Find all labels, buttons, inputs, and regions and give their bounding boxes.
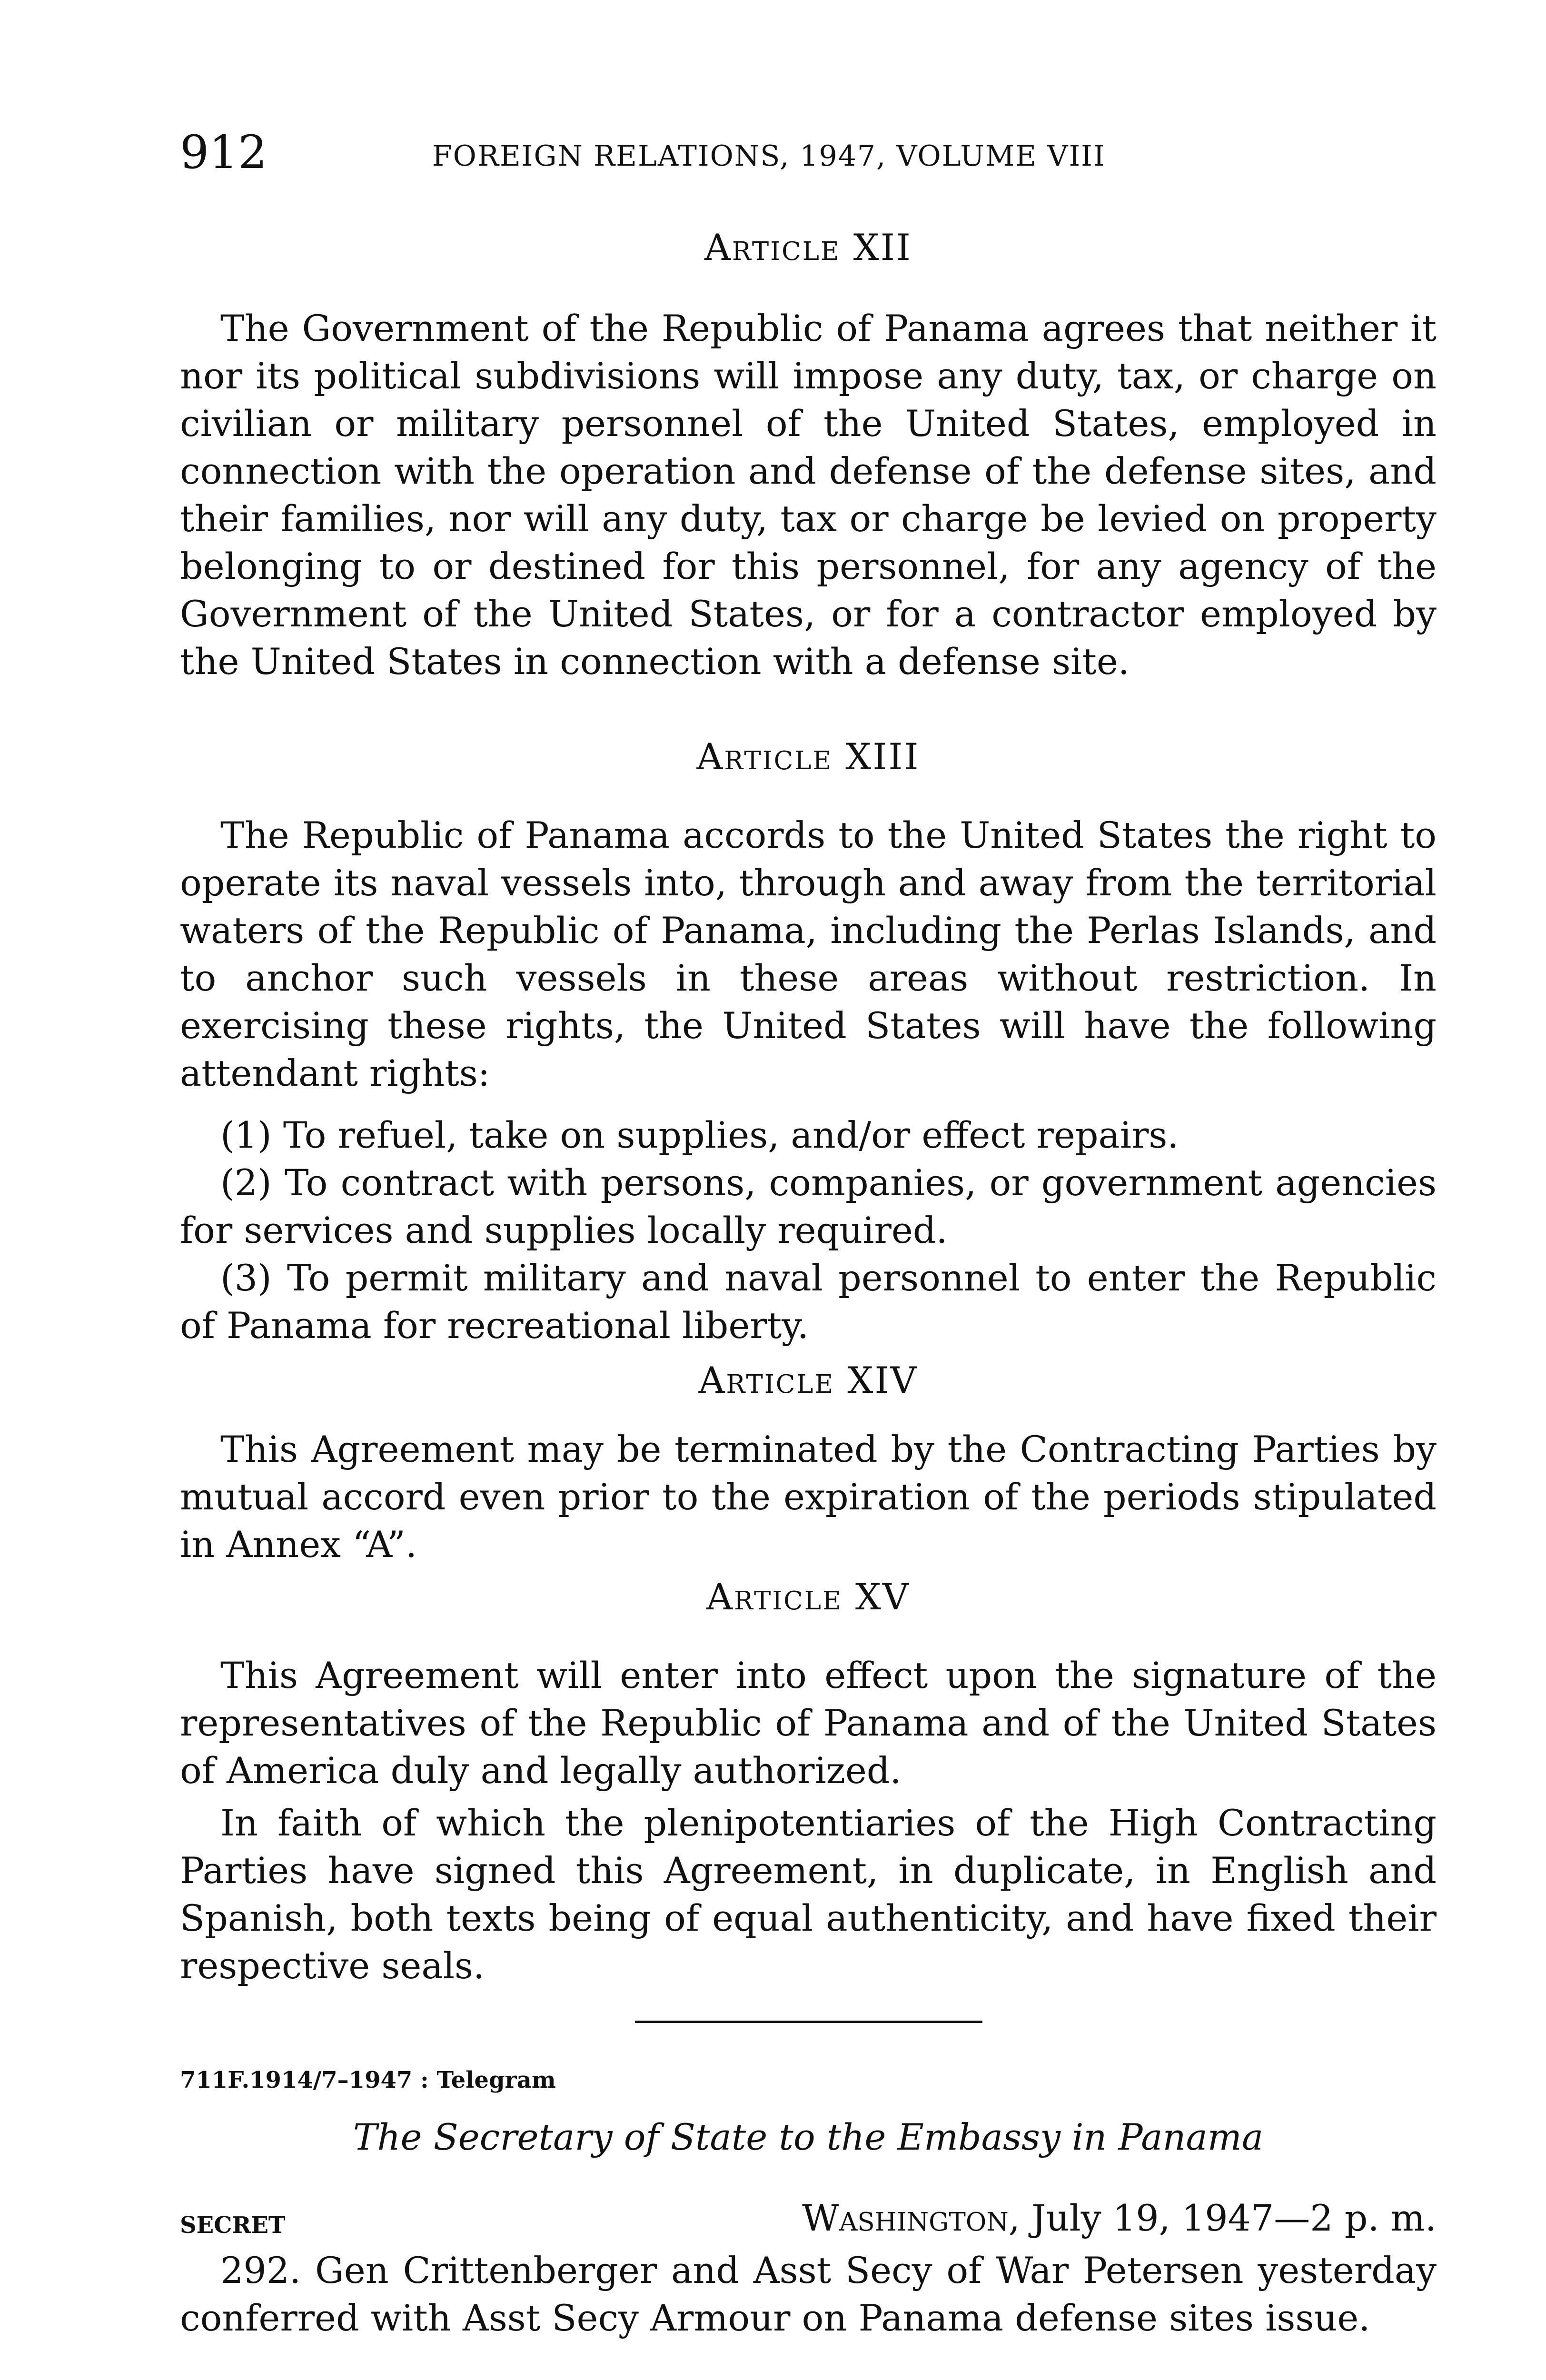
telegram-paragraph: 292. Gen Crittenberger and Asst Secy of War Petersen yesterday conferred with Asst Secy Armour on Panama defense sites issue. bbox=[180, 2249, 1437, 2339]
file-reference: 711F.1914/7–1947 : Telegram bbox=[180, 2067, 556, 2093]
dateline bbox=[802, 2194, 1437, 2242]
article-xiii-heading bbox=[180, 733, 1437, 781]
article-heading-numeral: XIV bbox=[847, 1359, 918, 1401]
article-heading-word: Article bbox=[704, 226, 841, 268]
classification-label: SECRET bbox=[180, 2212, 286, 2239]
article-heading-numeral: XII bbox=[853, 226, 912, 268]
article-xv-heading bbox=[180, 1573, 1437, 1621]
running-head bbox=[180, 121, 1437, 183]
article-xiii-item-2: (2) To contract with persons, companies, or government agencies for services and supplies locally required. bbox=[180, 1161, 1437, 1251]
article-xii-body bbox=[180, 305, 1437, 685]
article-heading-numeral: XIII bbox=[845, 735, 920, 778]
article-xv-paragraph-1: This Agreement will enter into effect upon the signature of the representatives of the Republic of Panama and of the United States of America duly and legally authorized. bbox=[180, 1654, 1437, 1792]
article-xiii-body bbox=[180, 812, 1437, 1349]
dateline-date: July 19, 1947—2 p. m. bbox=[1031, 2197, 1437, 2239]
page-number: 912 bbox=[180, 126, 268, 179]
article-xiv-heading bbox=[180, 1357, 1437, 1404]
dateline-place: Washington, bbox=[802, 2197, 1020, 2239]
article-xiii-paragraph: The Republic of Panama accords to the United States the right to operate its naval vessels into, through and away from the territorial waters of the Republic of Panama, including the Perlas Islands, and to anchor such vessels in these areas without restriction. In exercising these rights, the United States will have the following attendant rights: bbox=[180, 814, 1437, 1094]
article-heading-word: Article bbox=[698, 1359, 835, 1401]
section-divider bbox=[635, 2021, 982, 2023]
article-xv-paragraph-2: In faith of which the plenipotentiaries of the High Contracting Parties have signed this Agreement, in duplicate, in English and Spanish, both texts being of equal authenticity, and have fixed their respective seals. bbox=[180, 1802, 1437, 1987]
article-heading-word: Article bbox=[706, 1576, 842, 1618]
article-heading-word: Article bbox=[696, 735, 833, 778]
telegram-body bbox=[180, 2247, 1437, 2342]
article-xv-body bbox=[180, 1652, 1437, 1990]
running-title: FOREIGN RELATIONS, 1947, VOLUME VIII bbox=[432, 139, 1106, 173]
article-xiv-paragraph: This Agreement may be terminated by the Contracting Parties by mutual accord even prior to the expiration of the periods stipulated in Annex “A”. bbox=[180, 1428, 1437, 1566]
article-xiii-item-1: (1) To refuel, take on supplies, and/or effect repairs. bbox=[220, 1114, 1179, 1156]
article-xii-heading bbox=[180, 224, 1437, 271]
article-heading-numeral: XV bbox=[855, 1576, 910, 1618]
article-xiv-body bbox=[180, 1426, 1437, 1568]
article-xii-paragraph: The Government of the Republic of Panama agrees that neither it nor its political subdivisions will impose any duty, tax, or charge on civilian or military personnel of the United States, employed in connection with the operation and defense of the defense sites, and their families, nor will any duty, tax or charge be levied on property belonging to or destined for this personnel, for any agency of the Government of the United States, or for a contractor employed by the United States in connection with a defense site. bbox=[180, 307, 1437, 683]
document-title: The Secretary of State to the Embassy in Panama bbox=[353, 2116, 1264, 2158]
article-xiii-item-3: (3) To permit military and naval personnel to enter the Republic of Panama for recreational liberty. bbox=[180, 1257, 1437, 1347]
